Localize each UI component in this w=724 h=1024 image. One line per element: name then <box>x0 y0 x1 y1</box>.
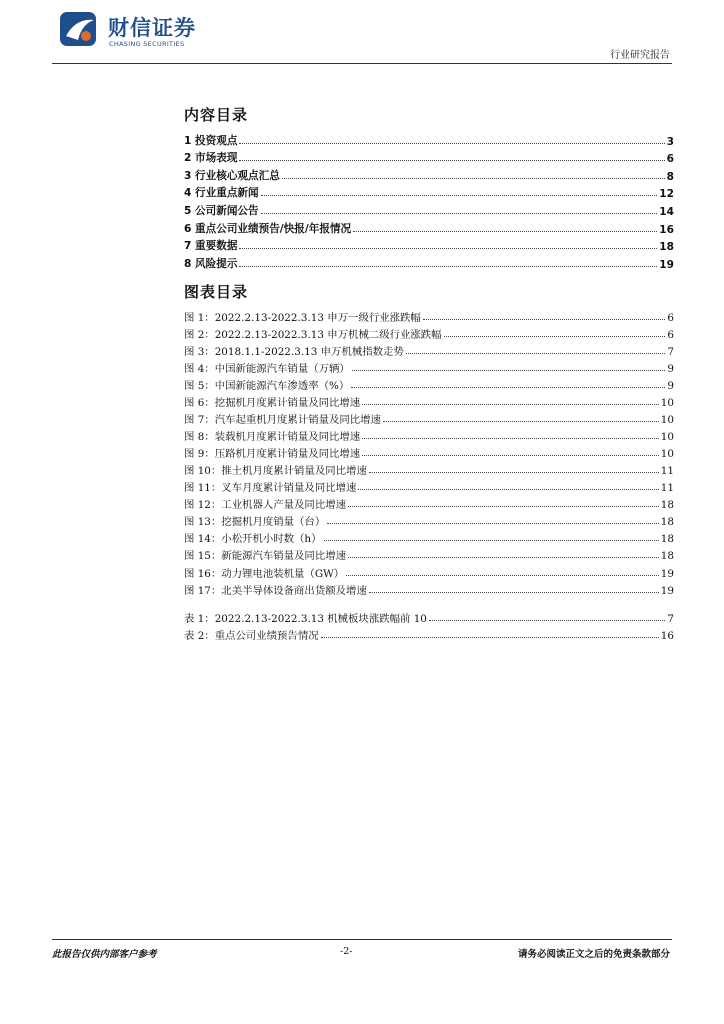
figure-entry-label: 图 8：装载机月度累计销量及同比增速 <box>184 431 361 444</box>
figure-entry[interactable] <box>184 392 674 409</box>
figure-entry-page: 9 <box>667 379 674 392</box>
toc-entry[interactable] <box>184 253 674 271</box>
footer-disclaimer: 此报告仅供内部客户参考 <box>52 949 157 960</box>
toc-entry-label: 7 重要数据 <box>184 240 238 253</box>
dot-leader <box>239 248 657 249</box>
page-number: -2- <box>340 946 353 957</box>
figure-entry[interactable] <box>184 528 674 545</box>
figures-section <box>184 281 674 642</box>
figure-entry-label: 图 1：2022.2.13-2022.3.13 申万一级行业涨跌幅 <box>184 311 421 324</box>
dot-leader <box>239 160 664 161</box>
logo-text-cn: 财信证券 <box>108 16 196 40</box>
figure-entry-label: 图 9：压路机月度累计销量及同比增速 <box>184 448 361 461</box>
figure-entry[interactable] <box>184 494 674 511</box>
table-entry-label: 表 1：2022.2.13-2022.3.13 机械板块涨跌幅前 10 <box>184 612 427 625</box>
figure-entry-label: 图 16：动力锂电池装机量（GW） <box>184 567 345 580</box>
table-entry-page: 16 <box>660 629 674 642</box>
figure-entry[interactable] <box>184 341 674 358</box>
dot-leader <box>239 143 664 144</box>
figure-entry[interactable] <box>184 460 674 477</box>
dot-leader <box>239 266 657 267</box>
figure-entry-page: 19 <box>660 584 674 597</box>
toc-entry-page: 18 <box>659 241 674 254</box>
toc-entry-label: 8 风险提示 <box>184 257 238 270</box>
figure-entry-label: 图 15：新能源汽车销量及同比增速 <box>184 550 346 563</box>
toc-entry[interactable] <box>184 200 674 218</box>
dot-leader <box>362 404 659 405</box>
toc-entry-page: 19 <box>659 258 674 271</box>
figure-entry-page: 7 <box>667 345 674 358</box>
toc-entry-page: 8 <box>666 170 674 183</box>
toc-entry[interactable] <box>184 218 674 236</box>
figures-list <box>184 307 674 597</box>
header-divider <box>52 63 672 64</box>
figure-entry[interactable] <box>184 477 674 494</box>
toc-entry[interactable] <box>184 183 674 201</box>
toc-entry-page: 3 <box>666 135 674 148</box>
figure-entry-page: 18 <box>660 516 674 529</box>
toc-entry-label: 1 投资观点 <box>184 134 238 147</box>
dot-leader <box>282 178 665 179</box>
dot-leader <box>444 336 666 337</box>
dot-leader <box>327 523 659 524</box>
figure-entry-page: 10 <box>660 431 674 444</box>
figure-entry-label: 图 17：北美半导体设备商出货额及增速 <box>184 584 367 597</box>
contents-title: 内容目录 <box>184 106 249 124</box>
logo-text-en: CHASING SECURITIES <box>109 40 185 48</box>
figure-entry[interactable] <box>184 562 674 579</box>
toc-entry-label: 2 市场表现 <box>184 152 238 165</box>
table-entry-label: 表 2：重点公司业绩预告情况 <box>184 629 319 642</box>
figure-entry[interactable] <box>184 443 674 460</box>
page-header <box>0 0 724 70</box>
dot-leader <box>369 472 659 473</box>
dot-leader <box>358 489 658 490</box>
figure-entry-page: 18 <box>660 550 674 563</box>
figure-entry[interactable] <box>184 511 674 528</box>
footer-divider <box>52 939 672 940</box>
figure-entry-label: 图 10：推土机月度累计销量及同比增速 <box>184 465 367 478</box>
figure-entry-page: 6 <box>667 311 674 324</box>
dot-leader <box>362 455 659 456</box>
dot-leader <box>348 557 659 558</box>
dot-leader <box>324 540 659 541</box>
toc-entry[interactable] <box>184 148 674 166</box>
dot-leader <box>261 213 658 214</box>
figure-entry-label: 图 3：2018.1.1-2022.3.13 申万机械指数走势 <box>184 345 404 358</box>
figure-entry-page: 10 <box>660 414 674 427</box>
figures-title: 图表目录 <box>184 282 249 301</box>
figure-entry-label: 图 7：汽车起重机月度累计销量及同比增速 <box>184 414 381 427</box>
toc-entry-label: 6 重点公司业绩预告/快报/年报情况 <box>184 222 352 235</box>
dot-leader <box>351 387 665 388</box>
figure-entry[interactable] <box>184 375 674 392</box>
table-entry-page: 7 <box>667 612 674 625</box>
dot-leader <box>321 637 659 638</box>
figure-entry-page: 11 <box>660 482 674 495</box>
figure-entry-page: 9 <box>667 362 674 375</box>
dot-leader <box>352 370 666 371</box>
toc-entry-label: 3 行业核心观点汇总 <box>184 169 280 182</box>
figure-entry-page: 19 <box>660 567 674 580</box>
figure-entry[interactable] <box>184 358 674 375</box>
figure-entry[interactable] <box>184 545 674 562</box>
toc-entry[interactable] <box>184 165 674 183</box>
contents-list <box>184 130 674 271</box>
footer-notice: 请务必阅读正文之后的免责条款部分 <box>517 949 670 960</box>
figure-entry[interactable] <box>184 324 674 341</box>
table-entry[interactable] <box>184 625 674 642</box>
figure-entry-label: 图 13：挖掘机月度销量（台） <box>184 516 326 529</box>
toc-entry-label: 4 行业重点新闻 <box>184 187 259 200</box>
figure-entry-page: 18 <box>660 533 674 546</box>
dot-leader <box>406 353 666 354</box>
figure-entry-label: 图 6：挖掘机月度累计销量及同比增速 <box>184 397 361 410</box>
figure-entry-label: 图 11：叉车月度累计销量及同比增速 <box>184 482 357 495</box>
figure-entry[interactable] <box>184 426 674 443</box>
figure-entry-label: 图 14：小松开机小时数（h） <box>184 533 322 546</box>
dot-leader <box>383 421 659 422</box>
report-type: 行业研究报告 <box>610 50 670 61</box>
company-logo <box>58 10 218 54</box>
figure-entry-page: 6 <box>667 328 674 341</box>
figure-entry-label: 图 12：工业机器人产量及同比增速 <box>184 499 346 512</box>
logo-icon <box>58 10 102 50</box>
tables-list <box>184 608 674 642</box>
figure-entry-page: 18 <box>660 499 674 512</box>
toc-entry-page: 14 <box>659 205 674 218</box>
figure-entry-page: 10 <box>660 448 674 461</box>
dot-leader <box>261 195 658 196</box>
dot-leader <box>362 438 659 439</box>
figure-entry-label: 图 4：中国新能源汽车销量（万辆） <box>184 362 350 375</box>
figure-entry-page: 10 <box>660 397 674 410</box>
dot-leader <box>348 506 659 507</box>
toc-entry-page: 16 <box>659 223 674 236</box>
figure-entry[interactable] <box>184 307 674 324</box>
toc-entry[interactable] <box>184 130 674 148</box>
toc-entry-label: 5 公司新闻公告 <box>184 204 259 217</box>
table-entry[interactable] <box>184 608 674 625</box>
dot-leader <box>346 575 659 576</box>
dot-leader <box>369 592 659 593</box>
document-body <box>184 104 674 642</box>
figure-entry-page: 11 <box>660 465 674 478</box>
toc-entry[interactable] <box>184 236 674 254</box>
contents-section <box>184 104 674 271</box>
toc-entry-page: 6 <box>666 153 674 166</box>
figure-entry[interactable] <box>184 409 674 426</box>
figure-entry-label: 图 5：中国新能源汽车渗透率（%） <box>184 379 350 392</box>
toc-entry-page: 12 <box>659 188 674 201</box>
dot-leader <box>429 620 665 621</box>
dot-leader <box>353 231 657 232</box>
figure-entry[interactable] <box>184 580 674 597</box>
dot-leader <box>423 319 666 320</box>
figure-entry-label: 图 2：2022.2.13-2022.3.13 申万机械二级行业涨跌幅 <box>184 328 442 341</box>
